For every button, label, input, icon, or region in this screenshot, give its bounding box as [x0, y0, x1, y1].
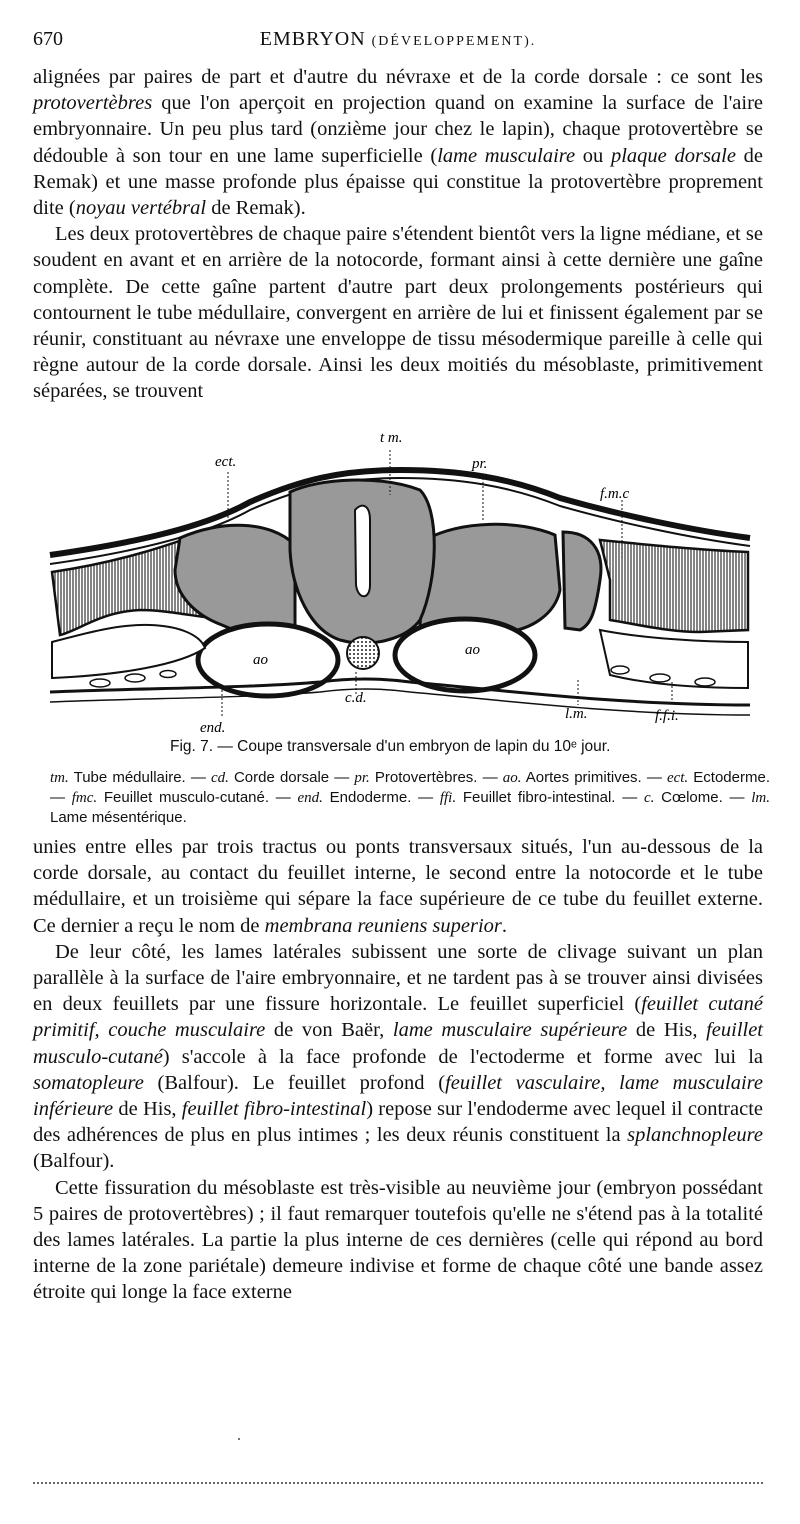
legend-item: ect. Ectoderme. —: [50, 769, 770, 806]
text-block-bottom: [33, 834, 763, 1306]
paragraph-1: alignées par paires de part et d'autre du névraxe et de la corde dorsale : ce sont les protovertèbres que l'on aperçoit en projection quand on examine la surface de l'aire embryonnaire. Un peu plus tard (onzième jour chez le lapin), chaque protovertèbre se dédouble à son tour en une lame superficielle (lame musculaire ou plaque dorsale de Remak) et une masse profonde plus épaisse qui constitue la protovertèbre proprement dite (noyau vertébral de Remak).: [33, 66, 764, 220]
figure-caption: Fig. 7. — Coupe transversale d'un embryon de lapin du 10ᵉ jour.: [170, 738, 611, 755]
paragraph-3: unies entre elles par trois tractus ou ponts transversaux situés, l'un au-dessous de la corde dorsale, au contact du feuillet interne, le second entre la notocorde et le tube médullaire, et un troisième qui sépare la face supérieure de ce tube du feuillet externe. Ce dernier a reçu le nom de membrana reuniens superior.: [33, 836, 763, 937]
footer-dotted-rule: [33, 1482, 763, 1484]
legend-item: pr. Protovertèbres. —: [354, 769, 503, 786]
label-ffi: f.f.i.: [655, 708, 679, 724]
paragraph-2: Les deux protovertèbres de chaque paire s'étendent bientôt vers la ligne médiane, et se soudent en avant et en arrière de la notocorde, formant ainsi à cette dernière une gaîne complète. De cette gaîne partent d'autre part deux prolongements postérieurs qui contournent le tube médullaire, convergent en arrière de lui et finissent également par se réunir, constituant au névraxe une enveloppe de tissu mésodermique pareille à celle qui règne autour de la corde dorsale. Ainsi les deux moitiés du mésoblaste, primitivement séparées, se trouvent: [33, 223, 763, 403]
running-title: [33, 28, 763, 51]
legend-item: ao. Aortes primitives. —: [502, 769, 667, 786]
legend-item: ffi. Feuillet fibro-intestinal. —: [439, 789, 644, 806]
label-tm: t m.: [380, 430, 403, 446]
label-ao-left: ao: [253, 652, 268, 668]
legend-item: end. Endoderme. —: [297, 789, 440, 806]
running-title-main: EMBRYON: [259, 28, 366, 50]
figure-legend: [50, 768, 770, 827]
endoderm: [50, 679, 750, 705]
page-number: 670: [33, 28, 63, 50]
print-speck: [238, 1438, 240, 1440]
paragraph-5: Cette fissuration du mésoblaste est très-visible au neuvième jour (embryon possédant 5 paires de protovertèbres) ; il faut remarquer toutefois qu'elle ne s'étend pas à la totalité des lames latérales. La partie la plus interne de ces dernières (celle qui répond au bord interne de la zone pariétale) demeure indivise et forme de chaque côté une bande assez étroite qui longe la face externe: [33, 1176, 763, 1304]
neural-canal: [355, 506, 370, 597]
embryo-section-figure: [0, 420, 800, 740]
legend-item: c. Cœlome. —: [643, 789, 752, 806]
label-pr: pr.: [472, 456, 488, 472]
label-fmc: f.m.c: [600, 486, 630, 502]
label-ao-right: ao: [465, 642, 480, 658]
label-lm: l.m.: [565, 706, 588, 722]
protovertebra-left: [175, 525, 295, 637]
label-ect: ect.: [215, 454, 237, 470]
label-end: end.: [200, 720, 226, 736]
running-title-sub: (DÉVELOPPEMENT).: [371, 34, 537, 49]
label-cd: c.d.: [345, 690, 367, 706]
protovertebra-right: [420, 524, 560, 633]
legend-item: cd. Corde dorsale —: [210, 769, 355, 786]
legend-item: fmc. Feuillet musculo-cutané. —: [71, 789, 298, 806]
notochord: [347, 637, 379, 669]
legend-item: lm. Lame mésentérique.: [50, 790, 770, 826]
paragraph-4: De leur côté, les lames latérales subissent une sorte de clivage suivant un plan parallèle à la surface de l'aire embryonnaire, et ne tardent pas à se trouver ainsi divisées en deux feuillets par une fissure horizontale. Le feuillet superficiel (feuillet cutané primitif, couche musculaire de von Baër, lame musculaire supérieure de His, feuillet musculo-cutané) s'accole à la face profonde de l'ectoderme et forme avec lui la somatopleure (Balfour). Le feuillet profond (feuillet vasculaire, lame musculaire inférieure de His, feuillet fibro-intestinal) repose sur l'endoderme avec lequel il contracte des adhérences de plus en plus intimes ; les deux réunis constituent la splanchnopleure (Balfour).: [33, 940, 764, 1173]
legend-item: tm. Tube médullaire. —: [50, 769, 211, 786]
running-header: [33, 28, 763, 58]
text-block-top: [33, 64, 763, 405]
